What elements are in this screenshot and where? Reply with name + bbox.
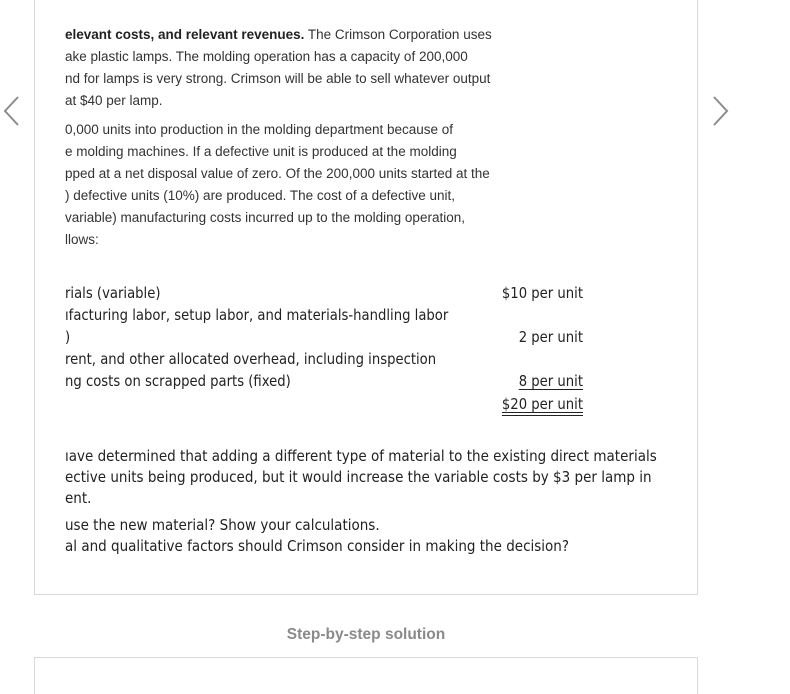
detail-line: e molding machines. If a defective unit is produced at the molding <box>65 144 457 159</box>
intro-line: at $40 per lamp. <box>65 93 163 108</box>
problem-card <box>34 0 698 595</box>
question-line: al and qualitative factors should Crimson consider in making the decision? <box>65 537 570 555</box>
intro-line: ake plastic lamps. The molding operation has a capacity of 200,000 <box>65 49 468 64</box>
cost-item-label: ıfacturing labor, setup labor, and materials-handling labor <box>65 306 449 324</box>
question-line: use the new material? Show your calculations. <box>65 516 380 534</box>
solution-heading: Step-by-step solution <box>286 626 446 643</box>
detail-line: 0,000 units into production in the molding department because of <box>65 122 454 137</box>
detail-line: variable) manufacturing costs incurred up to the molding operation, <box>65 210 465 225</box>
detail-line: llows: <box>65 232 99 247</box>
cost-item-value: $10 per unit <box>501 284 583 302</box>
cost-item-label: ) <box>65 328 71 346</box>
followup-line: ective units being produced, but it would increase the variable costs by $3 per lamp in <box>65 468 652 486</box>
cost-item-value: 8 per unit <box>518 372 583 390</box>
solution-card <box>34 657 698 694</box>
followup-line: ent. <box>65 489 92 507</box>
cost-item-value: 2 per unit <box>518 328 583 346</box>
cost-item-label: ng costs on scrapped parts (fixed) <box>65 372 291 390</box>
next-problem-button[interactable] <box>708 94 732 128</box>
intro-line: nd for lamps is very strong. Crimson will be able to sell whatever output <box>65 71 491 86</box>
cost-item-label: rent, and other allocated overhead, including inspection <box>65 350 437 368</box>
problem-content <box>35 0 697 594</box>
followup-line: ıave determined that adding a different type of material to the existing direct materials <box>65 447 657 465</box>
cost-item-label: rials (variable) <box>65 284 161 302</box>
cost-total-value: $20 per unit <box>501 395 583 413</box>
detail-line: ) defective units (10%) are produced. The cost of a defective unit, <box>65 188 455 203</box>
chevron-right-icon <box>708 94 732 128</box>
intro-line: elevant costs, and relevant revenues. The Crimson Corporation uses <box>65 27 492 42</box>
detail-line: pped at a net disposal value of zero. Of the 200,000 units started at the <box>65 166 490 181</box>
previous-problem-button[interactable] <box>0 94 24 128</box>
chevron-left-icon <box>0 94 24 128</box>
